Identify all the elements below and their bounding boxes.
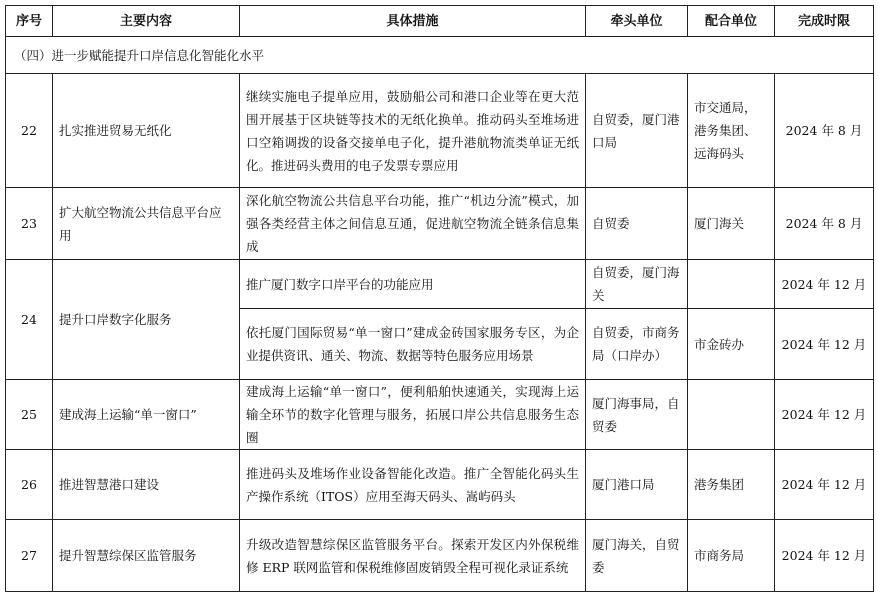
row-coop: 市商务局 bbox=[688, 520, 775, 592]
row-content: 推进智慧港口建设 bbox=[53, 450, 240, 520]
row-measures: 继续实施电子提单应用，鼓励船公司和港口企业等在更大范围开展基于区块链等技术的无纸化换单。推动码头至堆场进口空箱调拨的设备交接单电子化，提升港航物流类单证无纸化。推进码头费用的电子发票专票应用 bbox=[240, 74, 586, 188]
header-coop: 配合单位 bbox=[688, 6, 775, 37]
table-row bbox=[6, 260, 874, 309]
header-content: 主要内容 bbox=[53, 6, 240, 37]
header-row bbox=[6, 6, 874, 37]
row-measures: 推广厦门数字口岸平台的功能应用 bbox=[240, 260, 586, 309]
row-lead: 厦门海关，自贸委 bbox=[586, 520, 688, 592]
row-coop bbox=[688, 260, 775, 309]
section-title: （四）进一步赋能提升口岸信息化智能化水平 bbox=[6, 37, 874, 74]
row-deadline: 2024 年 12 月 bbox=[775, 380, 874, 450]
row-deadline: 2024 年 8 月 bbox=[775, 74, 874, 188]
row-measures: 推进码头及堆场作业设备智能化改造。推广全智能化码头生产操作系统（ITOS）应用至海天码头、嵩屿码头 bbox=[240, 450, 586, 520]
header-deadline: 完成时限 bbox=[775, 6, 874, 37]
row-content: 提升口岸数字化服务 bbox=[53, 260, 240, 380]
table-row bbox=[6, 520, 874, 592]
row-measures: 升级改造智慧综保区监管服务平台。探索开发区内外保税维修 ERP 联网监管和保税维修固废销毁全程可视化录证系统 bbox=[240, 520, 586, 592]
row-no: 24 bbox=[6, 260, 53, 380]
row-deadline: 2024 年 12 月 bbox=[775, 520, 874, 592]
row-no: 26 bbox=[6, 450, 53, 520]
row-measures: 建成海上运输“单一窗口”，便利船舶快速通关，实现海上运输全环节的数字化管理与服务，拓展口岸公共信息服务生态圈 bbox=[240, 380, 586, 450]
row-no: 22 bbox=[6, 74, 53, 188]
row-lead: 厦门海事局，自贸委 bbox=[586, 380, 688, 450]
row-content: 扎实推进贸易无纸化 bbox=[53, 74, 240, 188]
row-deadline: 2024 年 12 月 bbox=[775, 450, 874, 520]
header-measures: 具体措施 bbox=[240, 6, 586, 37]
row-measures: 深化航空物流公共信息平台功能，推广“机边分流”模式，加强各类经营主体之间信息互通，促进航空物流全链条信息集成 bbox=[240, 188, 586, 260]
table-row bbox=[6, 74, 874, 188]
section-row bbox=[6, 37, 874, 74]
row-deadline: 2024 年 8 月 bbox=[775, 188, 874, 260]
row-coop: 厦门海关 bbox=[688, 188, 775, 260]
row-no: 27 bbox=[6, 520, 53, 592]
row-lead: 自贸委，市商务局（口岸办） bbox=[586, 309, 688, 380]
row-deadline: 2024 年 12 月 bbox=[775, 309, 874, 380]
row-coop: 市交通局，港务集团、远海码头 bbox=[688, 74, 775, 188]
header-lead: 牵头单位 bbox=[586, 6, 688, 37]
row-deadline: 2024 年 12 月 bbox=[775, 260, 874, 309]
header-no: 序号 bbox=[6, 6, 53, 37]
row-coop bbox=[688, 380, 775, 450]
row-coop: 港务集团 bbox=[688, 450, 775, 520]
row-content: 提升智慧综保区监管服务 bbox=[53, 520, 240, 592]
table-row bbox=[6, 380, 874, 450]
row-lead: 厦门港口局 bbox=[586, 450, 688, 520]
row-coop: 市金砖办 bbox=[688, 309, 775, 380]
row-lead: 自贸委，厦门海关 bbox=[586, 260, 688, 309]
row-lead: 自贸委，厦门港口局 bbox=[586, 74, 688, 188]
row-no: 23 bbox=[6, 188, 53, 260]
row-measures: 依托厦门国际贸易“单一窗口”建成金砖国家服务专区，为企业提供资讯、通关、物流、数据等特色服务应用场景 bbox=[240, 309, 586, 380]
measures-table bbox=[5, 5, 874, 592]
row-lead: 自贸委 bbox=[586, 188, 688, 260]
table-row bbox=[6, 188, 874, 260]
row-content: 扩大航空物流公共信息平台应用 bbox=[53, 188, 240, 260]
row-content: 建成海上运输“单一窗口” bbox=[53, 380, 240, 450]
table-row bbox=[6, 450, 874, 520]
row-no: 25 bbox=[6, 380, 53, 450]
